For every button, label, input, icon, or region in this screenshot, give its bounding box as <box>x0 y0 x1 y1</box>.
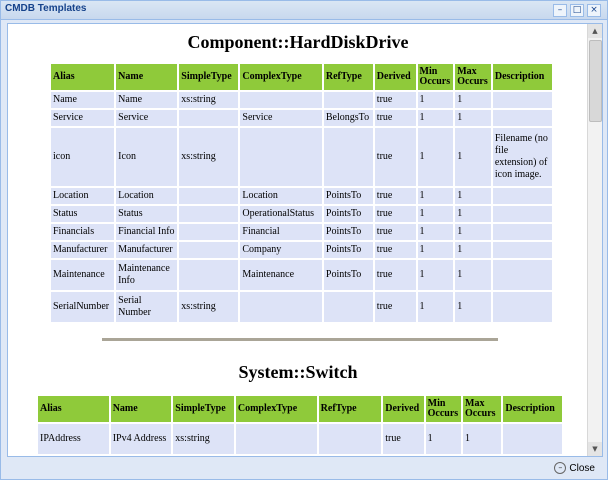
table-cell: 1 <box>455 206 491 222</box>
column-header: Name <box>111 396 172 422</box>
table-body <box>51 92 552 322</box>
table-cell: OperationalStatus <box>240 206 322 222</box>
table-cell: 1 <box>418 128 454 186</box>
table-row <box>51 242 552 258</box>
table-cell <box>493 260 552 290</box>
table-cell: Service <box>116 110 177 126</box>
table-cell: 1 <box>455 242 491 258</box>
table-cell: 1 <box>418 242 454 258</box>
table-cell: 1 <box>418 260 454 290</box>
table-cell: PointsTo <box>324 260 373 290</box>
table-cell: Location <box>116 188 177 204</box>
close-circle-icon: – <box>554 462 566 474</box>
table-cell: IPv4 Address <box>111 424 172 454</box>
table-cell: true <box>375 292 416 322</box>
table-cell <box>236 424 317 454</box>
table-cell <box>493 224 552 240</box>
table-cell <box>324 92 373 108</box>
table-cell: true <box>383 424 423 454</box>
table-cell: 1 <box>418 110 454 126</box>
table-cell: Maintenance <box>51 260 114 290</box>
table-body <box>38 424 562 454</box>
column-header: RefType <box>324 64 373 90</box>
table-cell: Status <box>51 206 114 222</box>
table-cell: Service <box>51 110 114 126</box>
table-cell: xs:string <box>179 92 238 108</box>
window-title: CMDB Templates <box>5 3 87 14</box>
table-cell: Maintenance <box>240 260 322 290</box>
table-cell: 1 <box>455 292 491 322</box>
table-row <box>51 128 552 186</box>
table-cell: true <box>375 128 416 186</box>
table-cell <box>324 292 373 322</box>
column-header: Description <box>503 396 562 422</box>
minimize-icon[interactable]: – <box>553 4 567 17</box>
table-cell <box>179 242 238 258</box>
window-footer <box>1 457 607 479</box>
table-cell <box>493 188 552 204</box>
table-cell: Location <box>240 188 322 204</box>
table-cell <box>493 206 552 222</box>
table-cell: Manufacturer <box>116 242 177 258</box>
table-cell: 1 <box>455 224 491 240</box>
column-header: SimpleType <box>179 64 238 90</box>
scroll-up-icon[interactable]: ▲ <box>588 24 602 38</box>
table-cell: true <box>375 110 416 126</box>
table-cell: Name <box>51 92 114 108</box>
table-cell <box>179 110 238 126</box>
table-row <box>51 292 552 322</box>
table-cell: 1 <box>418 292 454 322</box>
scroll-down-icon[interactable]: ▼ <box>588 442 602 456</box>
column-header: Alias <box>38 396 109 422</box>
table-cell <box>179 260 238 290</box>
scrollbar-thumb[interactable] <box>589 40 602 122</box>
table-cell <box>324 128 373 186</box>
table-cell <box>179 206 238 222</box>
table-cell: 1 <box>463 424 501 454</box>
section-divider <box>102 338 498 341</box>
table-cell: 1 <box>455 92 491 108</box>
table-cell: Filename (no file extension) of icon image. <box>493 128 552 186</box>
table-header <box>51 64 552 90</box>
table-cell: PointsTo <box>324 224 373 240</box>
column-header: Min Occurs <box>418 64 454 90</box>
table-cell: Financials <box>51 224 114 240</box>
column-header: ComplexType <box>236 396 317 422</box>
table-cell: Financial <box>240 224 322 240</box>
table-cell: Manufacturer <box>51 242 114 258</box>
table-cell: true <box>375 260 416 290</box>
table-cell <box>493 110 552 126</box>
table-row <box>51 224 552 240</box>
table-cell: 1 <box>418 92 454 108</box>
table-header <box>38 396 562 422</box>
table-cell: Service <box>240 110 322 126</box>
table-row <box>51 260 552 290</box>
table-cell: xs:string <box>179 292 238 322</box>
table-cell: PointsTo <box>324 206 373 222</box>
table-cell <box>319 424 382 454</box>
table-row <box>38 424 562 454</box>
table-cell <box>503 424 562 454</box>
table-cell: IPAddress <box>38 424 109 454</box>
table-cell: true <box>375 92 416 108</box>
table-cell: 1 <box>455 188 491 204</box>
table-cell: Company <box>240 242 322 258</box>
templates-content <box>8 24 588 456</box>
maximize-icon[interactable]: □ <box>570 4 584 17</box>
table-cell: PointsTo <box>324 242 373 258</box>
column-header: Derived <box>383 396 423 422</box>
close-button[interactable] <box>554 460 595 476</box>
column-header: Max Occurs <box>463 396 501 422</box>
table-cell: 1 <box>418 188 454 204</box>
table-cell: true <box>375 242 416 258</box>
column-header: Description <box>493 64 552 90</box>
switch-table <box>36 394 564 456</box>
table-row <box>51 188 552 204</box>
table-cell <box>240 128 322 186</box>
table-cell: icon <box>51 128 114 186</box>
column-header: SimpleType <box>173 396 234 422</box>
table-row <box>51 110 552 126</box>
table-cell: SerialNumber <box>51 292 114 322</box>
table-cell <box>179 224 238 240</box>
table-cell <box>240 92 322 108</box>
table-cell <box>179 188 238 204</box>
table-cell: BelongsTo <box>324 110 373 126</box>
table-cell: PointsTo <box>324 188 373 204</box>
table-cell: Status <box>116 206 177 222</box>
table-cell <box>240 292 322 322</box>
table-row <box>51 206 552 222</box>
column-header: ComplexType <box>240 64 322 90</box>
template-title-harddiskdrive: Component::HardDiskDrive <box>187 32 409 52</box>
close-button-label: Close <box>569 462 595 474</box>
vertical-scrollbar[interactable] <box>587 24 602 456</box>
table-cell: true <box>375 206 416 222</box>
table-cell: Name <box>116 92 177 108</box>
table-cell: Location <box>51 188 114 204</box>
table-cell: 1 <box>455 128 491 186</box>
template-title-switch: System::Switch <box>238 362 358 382</box>
table-cell: Icon <box>116 128 177 186</box>
table-cell: xs:string <box>173 424 234 454</box>
table-cell: Serial Number <box>116 292 177 322</box>
table-cell: Financial Info <box>116 224 177 240</box>
table-cell <box>493 292 552 322</box>
templates-viewport[interactable] <box>7 23 603 457</box>
harddiskdrive-table <box>49 62 554 324</box>
table-cell: 1 <box>418 224 454 240</box>
column-header: Alias <box>51 64 114 90</box>
column-header: Max Occurs <box>455 64 491 90</box>
table-cell: xs:string <box>179 128 238 186</box>
table-cell: 1 <box>418 206 454 222</box>
column-header: Derived <box>375 64 416 90</box>
table-cell <box>493 242 552 258</box>
table-cell: 1 <box>426 424 461 454</box>
column-header: RefType <box>319 396 382 422</box>
table-cell: Maintenance Info <box>116 260 177 290</box>
table-cell <box>493 92 552 108</box>
table-cell: 1 <box>455 260 491 290</box>
table-row <box>51 92 552 108</box>
column-header: Name <box>116 64 177 90</box>
table-cell: true <box>375 188 416 204</box>
column-header: Min Occurs <box>426 396 461 422</box>
table-cell: true <box>375 224 416 240</box>
window-titlebar[interactable] <box>1 1 607 20</box>
table-cell: 1 <box>455 110 491 126</box>
close-icon[interactable]: × <box>587 4 601 17</box>
